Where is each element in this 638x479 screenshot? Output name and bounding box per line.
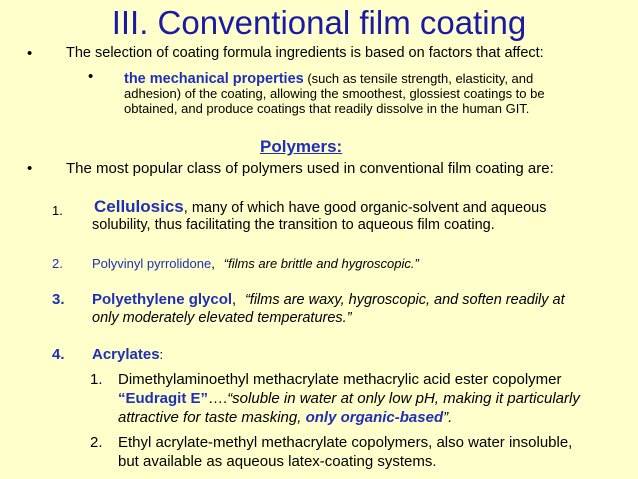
list-item-pvp	[92, 255, 419, 273]
item-name: Cellulosics	[94, 197, 184, 216]
item-separator: :	[159, 347, 164, 362]
polymers-heading: Polymers:	[260, 137, 343, 156]
item-name: Polyethylene glycol	[92, 291, 233, 308]
item-number: 2.	[52, 256, 63, 271]
item-number: 4.	[52, 346, 65, 363]
item-name: Polyvinyl pyrrolidone	[92, 256, 212, 271]
eudragit-quote: “soluble in water at only low pH, making it particularly	[227, 390, 580, 407]
item-description-line-2: solubility, thus facilitating the transition to aqueous film coating.	[92, 217, 495, 233]
ellipsis: ….	[208, 390, 228, 407]
list-item-acrylates	[92, 346, 163, 364]
intro-text: The selection of coating formula ingredients is based on factors that affect:	[66, 45, 544, 61]
list-item-cellulosics	[94, 197, 547, 217]
slide-title: III. Conventional film coating	[111, 4, 527, 41]
subitem-eudragit-line-2	[118, 390, 580, 408]
list-item-peg	[92, 291, 565, 309]
item-quote-line-2: only moderately elevated temperatures.”	[92, 310, 352, 326]
popular-polymers-text: The most popular class of polymers used in conventional film coating are:	[66, 160, 554, 177]
item-number: 1.	[52, 203, 63, 218]
mechanical-properties-rest: (such as tensile strength, elasticity, and	[303, 71, 534, 86]
mechanical-properties-line-2: adhesion) of the coating, allowing the smoothest, glossiest coatings to be	[124, 86, 545, 101]
subitem-eudragit-line-3	[118, 409, 452, 427]
item-separator: ,	[211, 256, 215, 271]
subitem-eudragit-line-1: Dimethylaminoethyl methacrylate methacrylic acid ester copolymer	[118, 371, 562, 388]
item-description: , many of which have good organic-solvent and aqueous	[183, 200, 547, 216]
subitem-ethyl-acrylate-line-1: Ethyl acrylate-methyl methacrylate copolymers, also water insoluble,	[118, 434, 573, 451]
item-quote: “films are brittle and hygroscopic.”	[223, 256, 419, 271]
organic-based-emphasis: only organic-based	[305, 409, 444, 426]
mechanical-properties-line-3: obtained, and produce coatings that readily dissolve in the human GIT.	[124, 101, 530, 116]
eudragit-quote-end: ”.	[443, 409, 453, 426]
bullet-marker: •	[27, 160, 33, 177]
mechanical-properties-lead: the mechanical properties	[124, 71, 304, 87]
bullet-marker: •	[27, 45, 33, 62]
item-separator: ,	[232, 292, 237, 308]
item-quote: “films are waxy, hygroscopic, and soften readily at	[244, 292, 565, 308]
subitem-number: 1.	[90, 371, 103, 388]
item-name: Acrylates	[92, 346, 160, 363]
eudragit-brand: “Eudragit E”	[118, 390, 209, 407]
sub-bullet-marker: •	[88, 68, 94, 85]
item-number: 3.	[52, 291, 65, 308]
subitem-ethyl-acrylate-line-2: but available as aqueous latex-coating systems.	[118, 453, 437, 470]
subitem-number: 2.	[90, 434, 103, 451]
eudragit-quote-cont: attractive for taste masking,	[118, 409, 306, 426]
